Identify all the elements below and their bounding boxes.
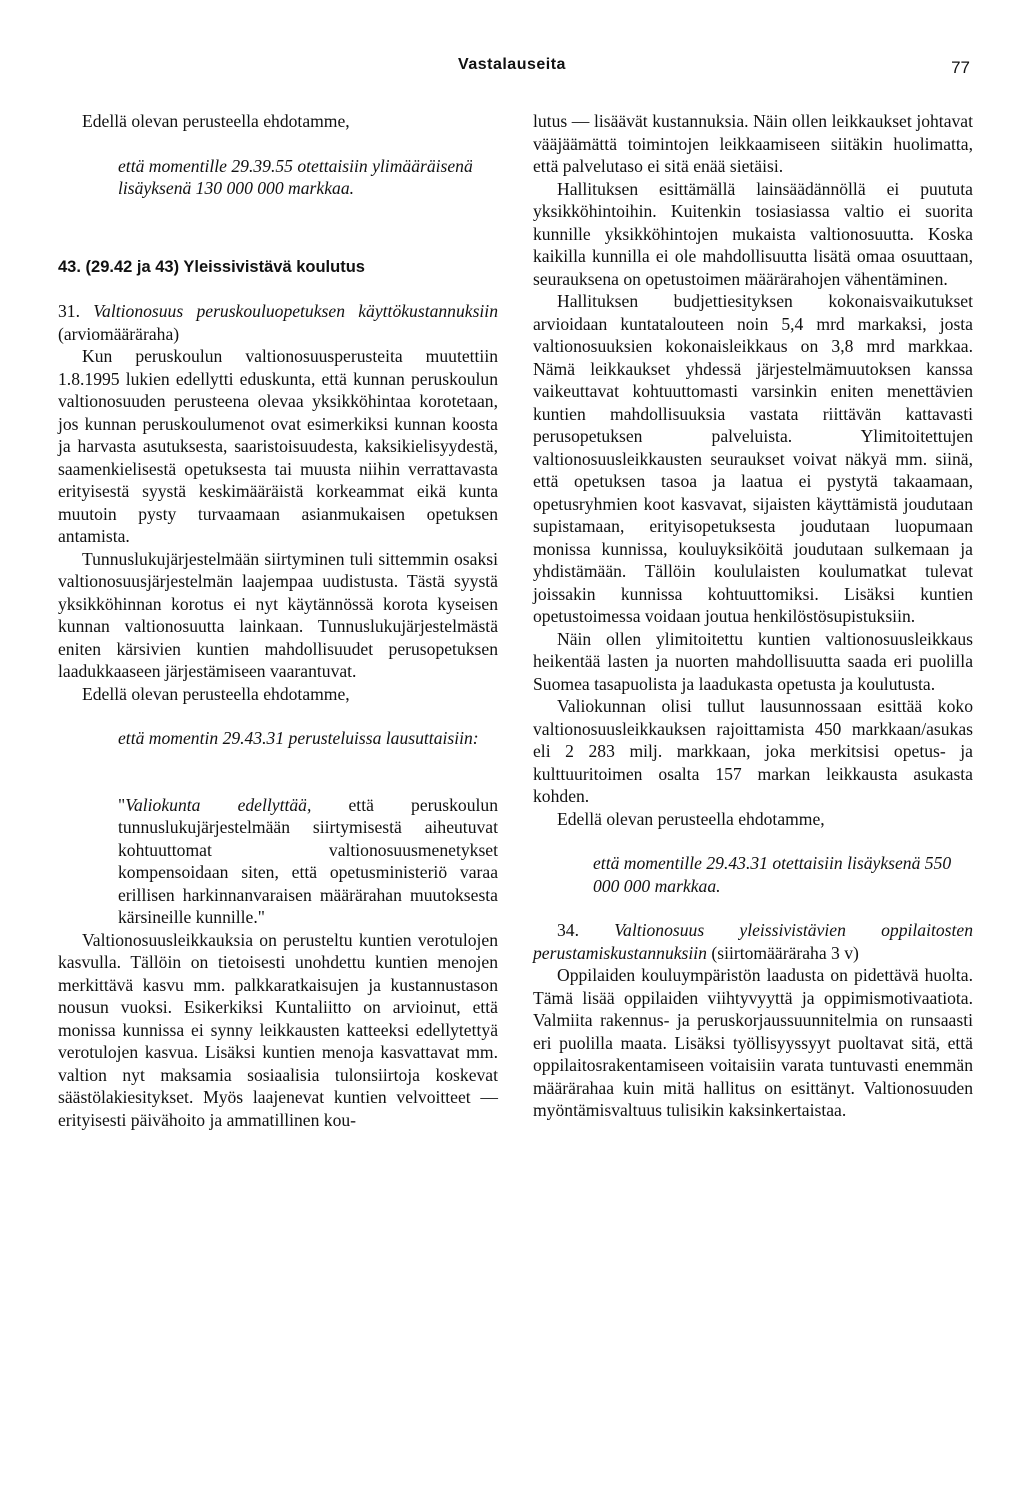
quote-italic: Valiokunta edellyttää, — [125, 794, 312, 815]
body-paragraph: lutus — lisäävät kustannuksia. Näin ollen leikkaukset johtavat vääjäämättä toimintojen leikkaamiseen siitäkin huolimatta, että palvelutaso ei sitä enää sietäisi. — [533, 111, 973, 176]
item-type: (siirtomääräraha 3 v) — [711, 942, 859, 963]
running-title: Vastalauseita — [458, 56, 566, 73]
quote-mark: " — [118, 794, 126, 815]
body-paragraph: Edellä olevan perusteella ehdotamme, — [557, 808, 825, 829]
intro-paragraph: Edellä olevan perusteella ehdotamme, — [82, 111, 350, 131]
left-column — [58, 110, 498, 1131]
proposal-text: että momentin 29.43.31 perusteluissa lausuttaisiin: — [118, 728, 479, 748]
item-number: 31. — [58, 301, 80, 321]
item-number: 34. — [557, 920, 579, 940]
body-paragraph: Hallituksen esittämällä lainsäädännöllä ei puututa yksikköhintoihin. Kuitenkin tosiasiassa valtio ei suorita kunnille yksikköhintojen mukaista valtionosuutta. Koska kaikilla kunnilla ei ole mahdollisuutta lisätä omaa osuuttaan, seurauksena on opetustoimen määrärahojen vähentäminen. — [533, 178, 973, 289]
body-paragraph: Valtionosuusleikkauksia on perusteltu kuntien verotulojen kasvulla. Tällöin on tietoisesti unohdettu kuntien menojen merkittävä kasvu mm. palkkaratkaisujen ja kustannustason nousun vuoksi. Esikerkiksi Kuntaliitto on arvioinut, että monissa kunnissa ei synny leikkausten katteeksi edellytettyä verotulojen kasvua. Lisäksi kuntien menoja kasvattavat mm. valtion nyt maksamia sosiaalisia tulonsiirtoja koskevat säästölakiesitykset. Myös laajenevat kuntien velvoitteet — erityisesti päivähoito ja ammatillinen kou- — [58, 929, 498, 1130]
proposal-block — [58, 155, 498, 200]
body-paragraph: Edellä olevan perusteella ehdotamme, — [82, 683, 350, 704]
right-column — [533, 110, 973, 1122]
body-paragraph: Valiokunnan olisi tullut lausunnossaan esittää koko valtionosuusleikkauksen rajoittamista 450 markkaan/asukas eli 2 283 milj. markkaan, joka merkitsisi opetus- ja kulttuuritoimen osalta 157 markan leikkausta asukasta kohden. — [533, 696, 973, 806]
body-paragraph: Oppilaiden kouluympäristön laadusta on pidettävä huolta. Tämä lisää oppilaiden viihtyvyyttä ja oppimismotivaatiota. Valmiita rakennus- ja peruskorjaussuunnitelmia on runsaasti eri puolilla maata. Lisäksi työllisyyssyyt puoltavat sitä, että oppilaitosrakentamiseen voitaisiin varata tuntuvasti enemmän määrärahaa kuin mitä hallitus on esittänyt. Valtionosuuden myöntämisvaltuus tulisikin kaksinkertaistaa. — [533, 965, 973, 1120]
proposal-text: että momentille 29.43.31 otettaisiin lisäyksenä 550 000 000 markkaa. — [593, 853, 952, 896]
section-heading: 43. (29.42 ja 43) Yleissivistävä koulutus — [58, 257, 365, 276]
quote-paragraph — [58, 794, 498, 929]
body-paragraph: Hallituksen budjettiesityksen kokonaisvaikutukset arvioidaan kuntatalouteen noin 5,4 mrd markaksi, josta valtionosuuksien kokonaisleikkaus on 3,8 mrd markkaa. Nämä leikkaukset yhdessä järjestelmämuutoksen kanssa vaikeuttavat kohtuuttomasti varsinkin eniten menettävien kuntien mahdollisuuksia vastata riittävän kattavasti perusopetuksen palveluista. Ylimitoitettujen valtionosuusleikkausten seuraukset voivat näkyä mm. siinä, että opetuksen tasoa ja laatua ei pystytä takaamaan, opetusryhmien koot kasvavat, sijaisten käyttämistä joudutaan supistamaan, erityisopetuksesta joudutaan luopumaan monissa kunnissa, kouluyksiköitä joudutaan sulkemaan ja yhdistämään. Tällöin koululaisten koulumatkat tulevat joissakin kunnissa kohtuuttomiksi. Lisäksi kuntien opetustoimessa voidaan joutua henkilöstösupistuksiin. — [533, 291, 973, 626]
page-number: 77 — [951, 58, 970, 77]
quote-text: että peruskoulun tunnuslukujärjestelmään siirtymisestä aiheutuvat kohtuuttomat valtionosuusmenetykset kompensoidaan siten, että opetusministeriö varaa erillisen harkinnanvaraisen määrärahan muutoksesta kärsineille kunnille." — [118, 794, 499, 927]
item-31-title — [58, 300, 498, 345]
body-paragraph: Tunnuslukujärjestelmään siirtyminen tuli sittemmin osaksi valtionosuusjärjestelmän laajempaa uudistusta. Tästä syystä yksikköhinnan korotus ei nyt käytännössä korota kyseisen kunnan valtionosuutta lainkaan. Tunnuslukujärjestelmästä eniten kärsivien kuntien mahdollisuudet perusopetuksen laadukkaaseen järjestämiseen vaarantuvat. — [58, 548, 498, 681]
proposal-block — [533, 852, 973, 897]
body-paragraph: Kun peruskoulun valtionosuusperusteita muutettiin 1.8.1995 lukien edellytti eduskunta, että kunnan peruskoulun valtionosuuden perusteena olevaa yksikköhintaa korotetaan, jos kunnan peruskoulumenot ovat esimerkiksi kunnan koosta ja harvasta asutuksesta, saaristoisuudesta, kaksikielisyydestä, saamenkielisestä opetuksesta tai muusta niihin verrattavasta erityisestä syystä keskimääräistä korkeammat eikä kunta muutoin pysty turvaamaan asianmukaisen opetuksen antamista. — [58, 346, 498, 546]
page-header — [0, 56, 1024, 86]
proposal-text: että momentille 29.39.55 otettaisiin ylimääräisenä lisäyksenä 130 000 000 markkaa. — [118, 155, 473, 198]
item-type: (arviomääräraha) — [58, 323, 180, 344]
item-title: Valtionosuus yleissivistävien oppilaitosten perustamiskustannuksiin — [533, 920, 973, 963]
body-paragraph: Näin ollen ylimitoitettu kuntien valtionosuusleikkaus heikentää lasten ja nuorten mahdollisuutta saada eri puolilla Suomea tasapuolista ja laadukasta opetusta ja koulutusta. — [533, 628, 973, 694]
item-title: Valtionosuus peruskouluopetuksen käyttökustannuksiin — [93, 301, 498, 321]
proposal-block — [58, 727, 498, 750]
item-34-title — [533, 919, 973, 964]
